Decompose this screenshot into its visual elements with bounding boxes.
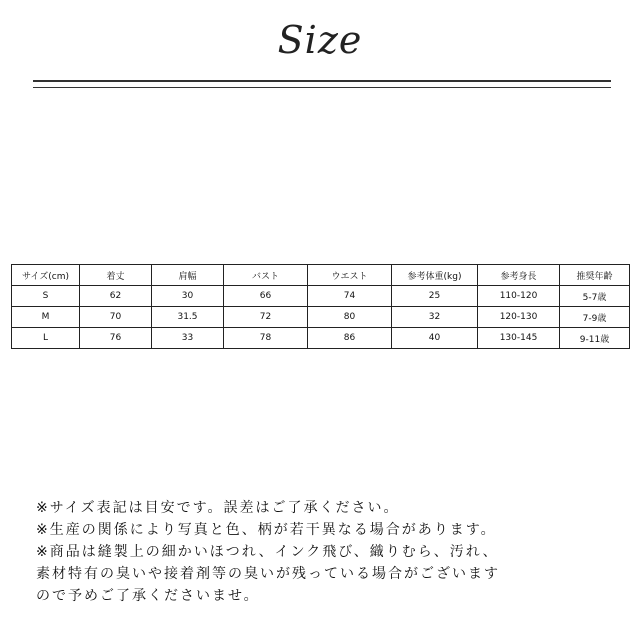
note-line: ※サイズ表記は目安です。誤差はご了承ください。 [36, 500, 400, 516]
divider-top [33, 80, 611, 82]
header-length: 着丈 [80, 265, 152, 286]
table-cell: L [12, 328, 80, 349]
table-cell: 25 [392, 286, 478, 307]
table-cell: 74 [308, 286, 392, 307]
note-line: ので予めご了承くださいませ。 [36, 588, 260, 604]
table-cell: 7-9歳 [560, 307, 630, 328]
note-line: ※商品は縫製上の細かいほつれ、インク飛び、織りむら、汚れ、 [36, 544, 499, 560]
table-cell: 31.5 [152, 307, 224, 328]
table-cell: 78 [224, 328, 308, 349]
header-weight: 参考体重(kg) [392, 265, 478, 286]
table-cell: 30 [152, 286, 224, 307]
table-cell: 80 [308, 307, 392, 328]
table-cell: 5-7歳 [560, 286, 630, 307]
table-header-row [12, 265, 630, 286]
table-row [12, 328, 630, 349]
table-cell: 110-120 [478, 286, 560, 307]
page-title: Size [277, 18, 363, 62]
table-cell: 70 [80, 307, 152, 328]
table-cell: 40 [392, 328, 478, 349]
table-cell: 32 [392, 307, 478, 328]
table-cell: 66 [224, 286, 308, 307]
table-cell: S [12, 286, 80, 307]
size-table [11, 264, 630, 349]
table-cell: M [12, 307, 80, 328]
header-bust: バスト [224, 265, 308, 286]
table-cell: 76 [80, 328, 152, 349]
table-cell: 33 [152, 328, 224, 349]
divider-bottom [33, 87, 611, 88]
table-cell: 86 [308, 328, 392, 349]
size-notes [36, 497, 626, 607]
header-age: 推奨年齢 [560, 265, 630, 286]
table-cell: 120-130 [478, 307, 560, 328]
table-cell: 72 [224, 307, 308, 328]
header-size: サイズ(cm) [12, 265, 80, 286]
table-cell: 130-145 [478, 328, 560, 349]
note-line: ※生産の関係により写真と色、柄が若干異なる場合があります。 [36, 522, 497, 538]
table-row [12, 286, 630, 307]
note-line: 素材特有の臭いや接着剤等の臭いが残っている場合がございます [36, 566, 500, 582]
header-waist: ウエスト [308, 265, 392, 286]
table-cell: 9-11歳 [560, 328, 630, 349]
header-shoulder: 肩幅 [152, 265, 224, 286]
header-height: 参考身長 [478, 265, 560, 286]
table-row [12, 307, 630, 328]
table-cell: 62 [80, 286, 152, 307]
